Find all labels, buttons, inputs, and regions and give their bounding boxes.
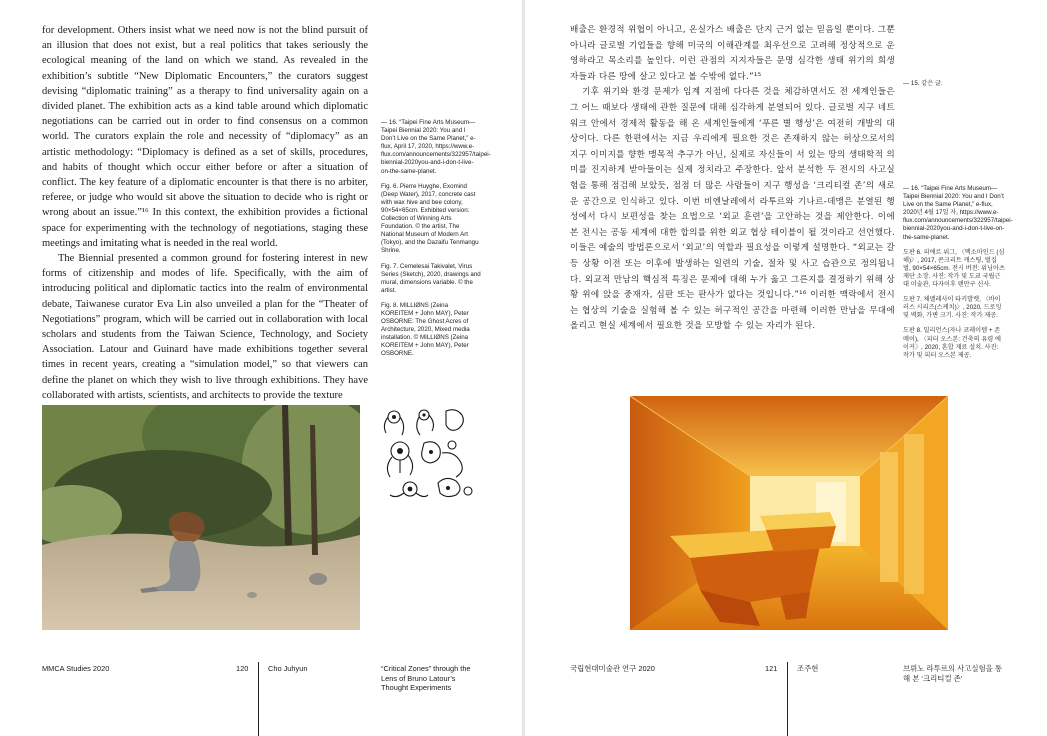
right-sidenotes [903,185,1013,367]
footnote-16-ko: — 16. “Taipei Fine Arts Museum—Taipei Biennial 2020: You and I Don’t Live on the Same Planet,” e-flux, 2020년 4월 17일 자, https://www.e-flux.com/announcements/322957/taipei-biennial-2020you-and-i-don-t-live-on-the-same-planet. [903,185,1013,241]
sculpture-photo [42,405,360,630]
right-footer-author: 조주현 [797,664,819,673]
left-footer-rule-1 [258,662,259,736]
right-body-text [570,23,895,335]
left-footer-journal: MMCA Studies 2020 [42,664,110,673]
caption-fig-8-ko: 도판 8. 밀리언스(자나 코레이템 + 존 메이), 〈피터 오스본: 건축의 유령 에이커〉, 2020, 혼합 재료 설치. 사진: 작가 및 피터 오스본 제공. [903,327,1001,359]
left-page [0,0,522,736]
right-footer-article-title: 브뤼노 라투르의 사고실험을 통해 본 ‘크리티컬 존’ [903,664,1002,683]
left-paragraph-1: for development. Others insist what we need now is not the blind pursuit of an illusion that does not exist, but a real politics that takes seriously the ecological meaning of the land on which we stand. As revealed in the exhibition’s subtitle “New Diplomatic Encounters,” the curators suggest devising “diplomatic training” as a therapy to find universality again on a divided planet. The exhibition acts as a kind table around which diplomatic negotiations can be carried out in order to find consensus on a common world. The curators explain the role and necessity of “diplomacy” as an artistic methodology: “Diplomacy is defined as a set of skills, procedures, and habits of thought which occur either before or after a situation of conflict. The key feature of a diplomatic encounter is that there is no arbiter, referee, or judge who would sit above the situation to decide who is right or wrong about an issue.”¹⁶ In this context, the exhibition provides a fictional space for experimenting with the technology of negotiations, staging these meetings and imitating what is needed in the real world. [42,25,368,249]
left-paragraph-2: The Biennial presented a common ground for fostering interest in new forms of citizenship and modes of life. Specifically, with the aim of introducing political and diplomatic tactics into the realm of environmental debate, Taiwanese curator Eva Lin also unveiled a plan for the “Theater of Negotiations” program, which will be carried out in collaboration with local scholars and students from the Taiwan Science, Technology, and Society Association. Latour and Guinard have made exhibitions together several times in recent years, creating a “simulation model,” so that viewers can define the planet on which they wish to live through exhibitions. They have collaborated with artists, scientists, and architects to provide the texture [42,253,368,401]
caption-fig-8: Fig. 8. MILLIØNS (Zeina KOREITEM + John MAY), Peter OSBORNE: The Ghost Acres of Architecture, 2020, Mixed media installation. © MILLIØNS (Zeina KOREITEM + John MAY), Peter OSBORNE. [381,301,470,358]
footnote-16: — 16. “Taipei Fine Arts Museum—Taipei Biennial 2020: You and I Don’t Live on the Same Planet,” e-flux, April 17, 2020, https://www.e-flux.com/announcements/322957/taipei-biennial-2020you-and-i-don-t-live-on-the-same-planet. [381,119,491,175]
right-page [525,0,1047,736]
left-footer-author: Cho Juhyun [268,664,308,673]
left-footer-page-number: 120 [236,664,249,673]
sculpture-photo-image [42,405,360,630]
right-footer-rule-1 [787,662,788,736]
right-paragraph-2: 기후 위기와 환경 문제가 임계 지점에 다다른 것을 체감하면서도 전 세계인들은 그 어느 때보다 생태에 관한 질문에 대해 심각하게 분열되어 있다. 글로벌 지구 네트워크 안에서 경제적 활동을 해 온 세계인들에게 ‘푸른 별 행성’은 여전히 개발의 대상이다. 다른 한편에서는 지금 우리에게 필요한 것은 존재하지 않는 허상으로서의 지구 이미지를 향한 맹목적 추구가 아닌, 실제로 자신들이 서 있는 땅의 생태학적 의미를 진지하게 받아들이는 실제 정치라고 주장한다. 앞서 분석한 두 전시의 사고실험을 통해 점검해 보았듯, 점점 더 많은 사람들이 지구 행성을 ‘크리티컬 존’의 새로운 공간으로 인식하고 있다. 이번 비엔날레에서 라투르와 기나르-데맹은 분열된 행성에서 다시 보편성을 찾는 요법으로 ‘외교 훈련’을 고안하는 것을 제안한다. 이에 본 전시는 공동 세계에 대한 합의를 위한 외교 협상 테이블이 될 것이라고 선언했다. 이들은 예술의 방법론으로서 ‘외교’의 역할과 필요성을 이렇게 설명한다. “외교는 갈등 상황 이전 또는 이후에 발생하는 일련의 기술, 절차 및 사고 습관으로 정의됩니다. 외교적 만남의 핵심적 특징은 문제에 대해 누가 옳고 그른지를 결정하기 위해 상황 위에 앉을 중재자, 심판 또는 판사가 없다는 것입니다.”¹⁶ 이러한 맥락에서 전시는 협상의 기술을 실험해 볼 수 있는 허구적인 공간을 마련해 이러한 만남을 무대에 올리고 현실 세계에서 필요한 것을 모방할 수 있는 자리가 된다. [570,87,895,332]
orange-room-photo [630,396,948,630]
left-sidenotes [381,119,491,366]
left-footer-article-title: “Critical Zones” through the Lens of Bruno Latour’s Thought Experiments [381,664,471,692]
orange-room-image [630,396,948,630]
virus-sketch [380,405,476,503]
footnote-15: — 15. 같은 글. [903,80,943,87]
caption-fig-7-ko: 도판 7. 체멜레사이 타키발렛, 〈바이러스 시리즈(스케치)〉, 2020, 드로잉 및 벽화, 가변 크기. 사진: 작가 제공. [903,296,1002,320]
right-footer-page-number: 121 [765,664,778,673]
right-paragraph-1: 배출은 환경적 위협이 아니고, 온실가스 배출은 단지 근거 없는 믿음일 뿐이다. 그뿐 아니라 글로벌 기업들을 향해 미국의 이해관계를 최우선으로 고려해 정상적으로 운영하라고 목소리를 높인다. 이런 관점의 지지자들은 문명 심각한 생태 위기의 희생자들과 다른 땅에 살고 있다고 볼 수밖에 없다.”¹⁵ [570,25,895,82]
caption-fig-6: Fig. 6. Pierre Huyghe, Exomind (Deep Water), 2017, concrete cast with wax hive and bee colony, 90×54×65cm. Exhibited version: Collection of Winning Arts Foundation. © the artist, The National Museum of Modern Art (Tokyo), and the Dazaifu Tenmangu Shrine. [381,182,479,255]
right-footer-journal: 국립현대미술관 연구 2020 [570,664,655,673]
caption-fig-6-ko: 도판 6. 피에르 위그, 〈엑소마인드 (심해)〉, 2017, 콘크리트 캐스팅, 벌집 벌, 90×54×65cm. 전시 버전: 위닝아츠 재단 소장. 사진: 작가 및 도쿄 국립근대 미술관, 다자이후 텐만구 신사. [903,248,1005,289]
caption-fig-7: Fig. 7. Cemelesai Takivalet, Virus Series (Sketch), 2020, drawings and mural, dimensions variable. © the artist. [381,262,481,294]
virus-sketch-drawing [380,405,476,503]
left-body-text [42,23,368,403]
